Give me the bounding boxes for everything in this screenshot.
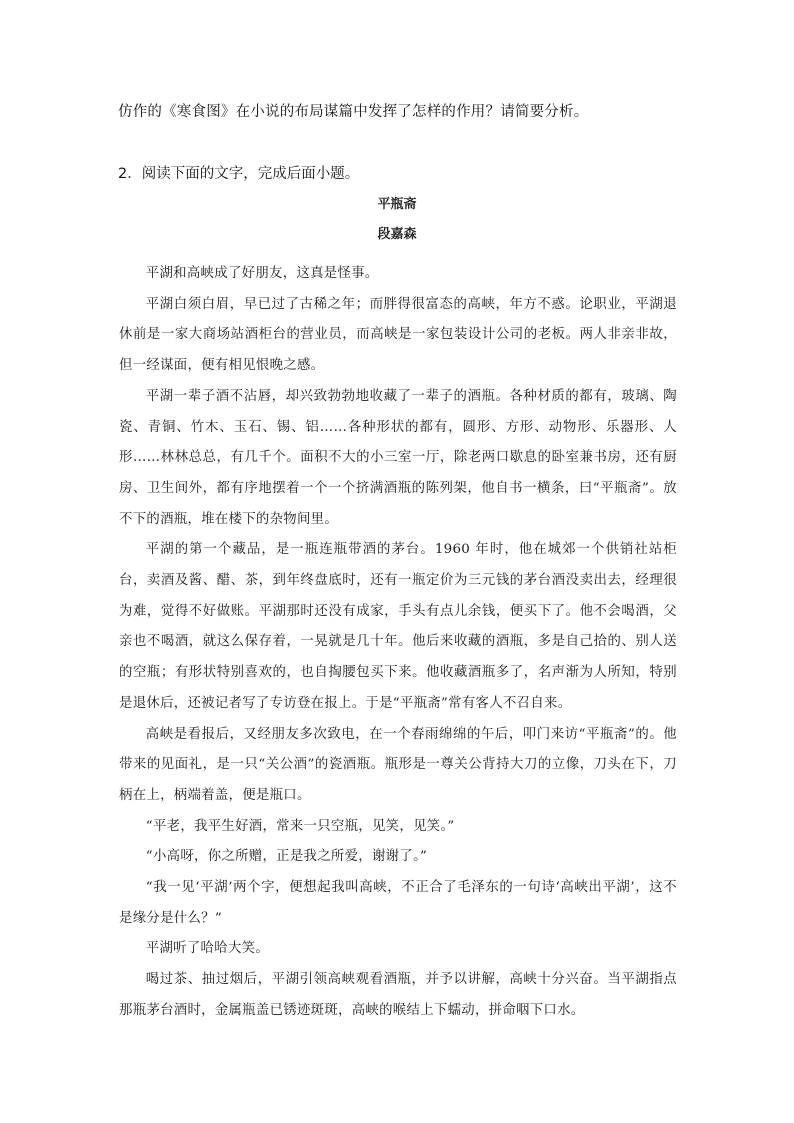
paragraph: 高峡是看报后，又经朋友多次致电，在一个春雨绵绵的午后，叩门来访“平瓶斋”的。他带来的见面礼，是一只“关公酒”的瓷酒瓶。瓶形是一尊关公背持大刀的立像，刀头在下，刀柄在上，柄端着盖，便是瓶口。 xyxy=(119,726,677,803)
paragraph: “小高呀，你之所赠，正是我之所爱，谢谢了。” xyxy=(145,849,428,865)
previous-question-tail: 仿作的《寒食图》在小说的布局谋篇中发挥了怎样的作用？请简要分析。 xyxy=(118,104,589,120)
article-author: 段嘉森 xyxy=(377,227,417,242)
article-title: 平瓶斋 xyxy=(377,197,417,212)
paragraph: 平湖的第一个藏品，是一瓶连瓶带酒的茅台。1960 年时，他在城郊一个供销社站柜台，卖酒及酱、醋、茶，到年终盘底时，还有一瓶定价为三元钱的茅台酒没卖出去，经理很为难，觉得不好做账。平湖那时还没有成家，手头有点儿余钱，便买下了。他不会喝酒，父亲也不喝酒，就这么保存着，一晃就是几十年。他后来收藏的酒瓶，多是自己拾的、别人送的空瓶；有形状特别喜欢的，也自掏腰包买下来。他收藏酒瓶多了，名声渐为人所知，特别是退休后，还被记者写了专访登在报上。于是“平瓶斋”常有客人不召自来。 xyxy=(119,542,677,711)
paragraph: “平老，我平生好酒，常来一只空瓶，见笑，见笑。” xyxy=(145,818,455,834)
paragraph: 喝过茶、抽过烟后，平湖引领高峡观看酒瓶，并予以讲解，高峡十分兴奋。当平湖指点那瓶茅台酒时，金属瓶盖已锈迹斑斑，高峡的喉结上下蠕动，拼命咽下口水。 xyxy=(119,972,677,1018)
paragraph: 平湖听了哈哈大笑。 xyxy=(145,941,270,957)
paragraph: 平湖白须白眉，早已过了古稀之年；而胖得很富态的高峡，年方不惑。论职业，平湖退休前是一家大商场站酒柜台的营业员，而高峡是一家包装设计公司的老板。两人非亲非故，但一经谋面，便有相见恨晚之感。 xyxy=(119,296,677,374)
paragraph: 平湖一辈子酒不沾唇，却兴致勃勃地收藏了一辈子的酒瓶。各种材质的都有，玻璃、陶瓷、青铜、竹木、玉石、锡、铝……各种形状的都有，圆形、方形、动物形、乐器形、人形……林林总总，有几千个。面积不大的小三室一厅，除老两口歇息的卧室兼书房，还有厨房、卫生间外，都有序地摆着一个一个挤满酒瓶的陈列架，他自书一横条，曰“平瓶斋”。放不下的酒瓶，堆在楼下的杂物间里。 xyxy=(119,388,677,527)
article-body xyxy=(119,259,677,1027)
section-header: 2．阅读下面的文字，完成后面小题。 xyxy=(118,166,360,182)
paragraph: “我一见‘平湖’两个字，便想起我叫高峡，不正合了毛泽东的一句诗‘高峡出平湖’，这不是缘分是什么？” xyxy=(119,880,677,926)
paragraph: 平湖和高峡成了好朋友，这真是怪事。 xyxy=(145,266,379,281)
